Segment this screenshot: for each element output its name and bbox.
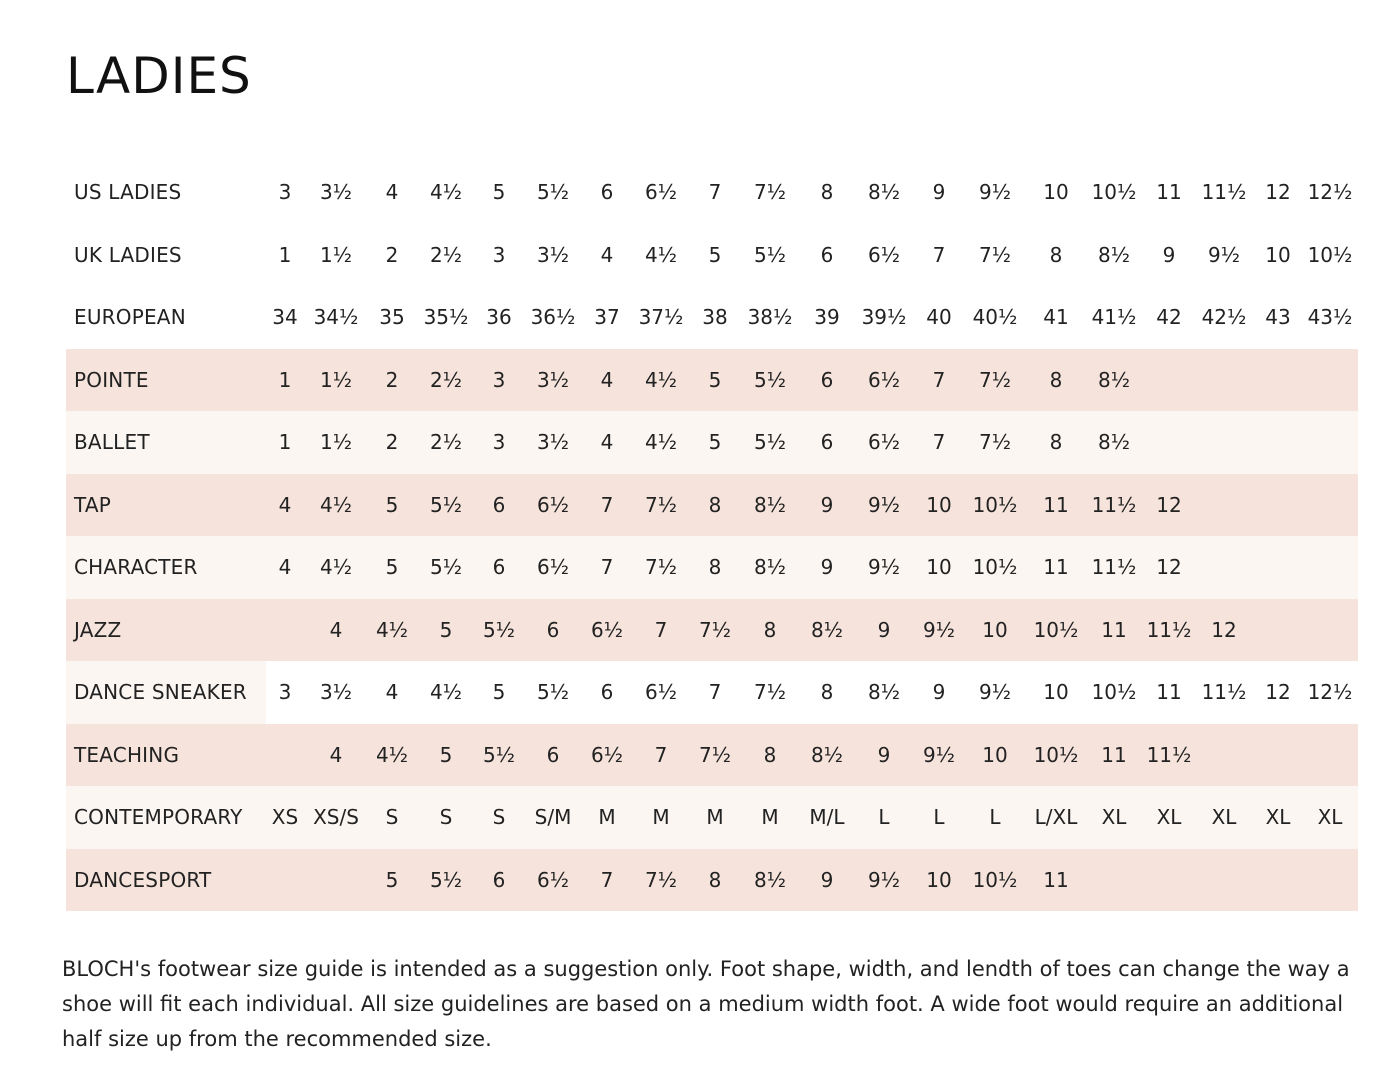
size-cell [1144, 349, 1194, 412]
size-cell: 9½ [962, 161, 1028, 224]
size-row-teaching [66, 724, 1358, 787]
size-cell: 8½ [738, 474, 802, 537]
size-cell: 10½ [1028, 599, 1084, 662]
size-row-contemporary [66, 786, 1358, 849]
size-cell: 4 [368, 161, 416, 224]
size-cell: 43 [1254, 286, 1302, 349]
size-cell: 9½ [852, 474, 916, 537]
size-cell: 10 [916, 536, 962, 599]
size-cell: 5½ [522, 661, 584, 724]
size-cell: 12½ [1302, 161, 1358, 224]
size-cell: 7½ [630, 474, 692, 537]
size-cell: XL [1302, 786, 1358, 849]
size-cell: 8½ [738, 536, 802, 599]
size-cell: 6 [476, 849, 522, 912]
size-cell [1302, 599, 1358, 662]
size-cell: S [416, 786, 476, 849]
size-cell: 11 [1084, 724, 1144, 787]
row-label: POINTE [66, 349, 266, 412]
size-cell: 3½ [304, 161, 368, 224]
size-cell: 11½ [1144, 724, 1194, 787]
size-cell: 42½ [1194, 286, 1254, 349]
size-cell: 8½ [1084, 349, 1144, 412]
size-cell: 6½ [522, 536, 584, 599]
size-cell: 10½ [962, 474, 1028, 537]
size-cell [1254, 599, 1302, 662]
size-cell: 35 [368, 286, 416, 349]
row-label: DANCE SNEAKER [66, 661, 266, 724]
size-cell: 12 [1194, 599, 1254, 662]
size-cell [1144, 849, 1194, 912]
size-cell: 5½ [738, 224, 802, 287]
size-cell: XS/S [304, 786, 368, 849]
size-cell: 5 [692, 411, 738, 474]
size-cell: 3 [266, 161, 304, 224]
size-cell: 10½ [1084, 661, 1144, 724]
size-cell: 9½ [852, 536, 916, 599]
size-cell: 12 [1144, 474, 1194, 537]
size-cell: 7 [916, 224, 962, 287]
size-cell: 4 [584, 411, 630, 474]
size-cell: 9 [802, 536, 852, 599]
size-cell: 9 [1144, 224, 1194, 287]
row-label: EUROPEAN [66, 286, 266, 349]
size-cell: 5 [692, 224, 738, 287]
size-cell: 6 [802, 349, 852, 412]
size-cell: 9 [802, 849, 852, 912]
size-cell: 8 [692, 536, 738, 599]
size-cell: 42 [1144, 286, 1194, 349]
size-cell: XS [266, 786, 304, 849]
size-guide-disclaimer: BLOCH's footwear size guide is intended as a suggestion only. Foot shape, width, and lendth of toes can change the way a shoe will fit each individual. All size guidelines are based on a medium width foot. A wide foot would require an additional half size up from the recommended size. [62, 957, 1350, 1051]
size-cell [1194, 724, 1254, 787]
size-cell: 5 [416, 599, 476, 662]
size-cell [1084, 849, 1144, 912]
size-cell: 7 [916, 349, 962, 412]
size-cell: 4 [304, 724, 368, 787]
size-cell: 4 [304, 599, 368, 662]
size-cell: 4 [266, 536, 304, 599]
size-cell: 12 [1254, 661, 1302, 724]
size-cell: 6½ [852, 224, 916, 287]
size-cell: 3½ [522, 411, 584, 474]
size-cell: 6½ [852, 411, 916, 474]
size-cell: 4½ [368, 599, 416, 662]
size-cell: 8½ [802, 599, 852, 662]
size-cell: 2½ [416, 349, 476, 412]
size-cell: 7 [584, 474, 630, 537]
size-cell: 6½ [630, 661, 692, 724]
size-cell: 2 [368, 224, 416, 287]
size-cell: 9 [916, 161, 962, 224]
row-label: UK LADIES [66, 224, 266, 287]
page-title: LADIES [66, 47, 252, 105]
size-cell [1302, 474, 1358, 537]
size-cell: 3 [476, 224, 522, 287]
size-cell: 1 [266, 349, 304, 412]
size-cell: 40½ [962, 286, 1028, 349]
size-cell: 5½ [738, 349, 802, 412]
size-cell: 38½ [738, 286, 802, 349]
size-cell: 6 [476, 536, 522, 599]
size-cell: 3 [476, 411, 522, 474]
size-cell [1254, 724, 1302, 787]
size-cell: 4 [368, 661, 416, 724]
size-chart-body [66, 161, 1358, 911]
size-cell: 37½ [630, 286, 692, 349]
size-cell: 10½ [962, 536, 1028, 599]
size-cell: 7½ [738, 161, 802, 224]
size-cell: 11 [1028, 536, 1084, 599]
size-cell: 11 [1144, 161, 1194, 224]
size-cell: 4½ [416, 661, 476, 724]
row-label: CONTEMPORARY [66, 786, 266, 849]
size-chart-table [66, 161, 1358, 911]
size-cell: 8½ [1084, 411, 1144, 474]
size-cell: 10 [962, 724, 1028, 787]
size-cell: 10½ [1028, 724, 1084, 787]
size-cell: 6 [522, 724, 584, 787]
size-cell: 8½ [852, 161, 916, 224]
size-cell: 2½ [416, 224, 476, 287]
size-cell [1302, 536, 1358, 599]
size-cell: 7 [584, 536, 630, 599]
size-row-pointe [66, 349, 1358, 412]
size-cell: 36½ [522, 286, 584, 349]
size-cell [1194, 349, 1254, 412]
size-cell: 1½ [304, 411, 368, 474]
size-cell [1302, 724, 1358, 787]
size-cell: 1 [266, 411, 304, 474]
size-cell: XL [1084, 786, 1144, 849]
size-cell: 8 [692, 849, 738, 912]
row-label: TEACHING [66, 724, 266, 787]
size-cell: 9 [802, 474, 852, 537]
size-cell [1254, 474, 1302, 537]
size-cell [1254, 411, 1302, 474]
size-cell: 10 [916, 849, 962, 912]
size-cell: 39½ [852, 286, 916, 349]
size-cell [1302, 411, 1358, 474]
size-cell [1254, 536, 1302, 599]
size-cell [1144, 411, 1194, 474]
size-cell: 6 [522, 599, 584, 662]
size-cell: 12 [1254, 161, 1302, 224]
size-cell: 8 [1028, 224, 1084, 287]
size-cell: 5 [416, 724, 476, 787]
size-cell: 5 [692, 349, 738, 412]
size-cell: 8 [738, 724, 802, 787]
size-cell: 9 [852, 724, 916, 787]
size-cell: 8 [1028, 411, 1084, 474]
size-cell: L [916, 786, 962, 849]
size-cell: 7 [692, 661, 738, 724]
size-cell: 6 [584, 161, 630, 224]
size-cell: L/XL [1028, 786, 1084, 849]
size-cell: 37 [584, 286, 630, 349]
size-cell: 11½ [1194, 661, 1254, 724]
size-cell: 7½ [962, 224, 1028, 287]
size-row-uk-ladies [66, 224, 1358, 287]
size-cell: 8 [1028, 349, 1084, 412]
size-cell: M [738, 786, 802, 849]
size-cell: 7 [630, 724, 692, 787]
size-cell: 11 [1144, 661, 1194, 724]
size-cell: 9½ [962, 661, 1028, 724]
size-cell: 9 [852, 599, 916, 662]
size-cell: 8½ [738, 849, 802, 912]
size-cell: 11½ [1084, 536, 1144, 599]
size-cell: XL [1194, 786, 1254, 849]
size-cell: 4 [584, 349, 630, 412]
size-cell: 9½ [916, 724, 962, 787]
size-cell: 11½ [1084, 474, 1144, 537]
size-cell: 5½ [416, 536, 476, 599]
size-cell [304, 849, 368, 912]
size-cell: 39 [802, 286, 852, 349]
size-cell: 7 [916, 411, 962, 474]
size-cell: 1 [266, 224, 304, 287]
size-cell [1254, 349, 1302, 412]
size-cell: 7 [630, 599, 692, 662]
size-cell: 11 [1028, 474, 1084, 537]
size-cell [1194, 849, 1254, 912]
size-cell: 7½ [630, 536, 692, 599]
size-cell: 9½ [916, 599, 962, 662]
size-cell: 6 [476, 474, 522, 537]
size-cell: 5 [476, 161, 522, 224]
size-cell: 10 [916, 474, 962, 537]
size-cell: M [584, 786, 630, 849]
size-cell: 5 [368, 536, 416, 599]
size-cell: 8½ [852, 661, 916, 724]
size-cell: 2½ [416, 411, 476, 474]
size-cell: 9½ [852, 849, 916, 912]
size-cell: 38 [692, 286, 738, 349]
size-cell [266, 724, 304, 787]
size-cell: 4½ [416, 161, 476, 224]
size-cell: 11½ [1144, 599, 1194, 662]
size-cell: 34½ [304, 286, 368, 349]
size-cell: 10½ [1302, 224, 1358, 287]
size-cell: 2 [368, 411, 416, 474]
row-label: CHARACTER [66, 536, 266, 599]
size-cell: 5½ [476, 599, 522, 662]
size-cell: 6 [802, 224, 852, 287]
size-cell: 8 [692, 474, 738, 537]
size-cell: 4½ [304, 536, 368, 599]
size-cell: 2 [368, 349, 416, 412]
size-cell: 5½ [738, 411, 802, 474]
size-cell: 6½ [522, 849, 584, 912]
size-cell: 8 [802, 161, 852, 224]
size-cell: 11 [1084, 599, 1144, 662]
row-label: JAZZ [66, 599, 266, 662]
size-cell: 35½ [416, 286, 476, 349]
size-row-dancesport [66, 849, 1358, 912]
size-cell: 6½ [584, 724, 630, 787]
size-cell: 4 [584, 224, 630, 287]
size-cell: 5½ [522, 161, 584, 224]
size-cell: 11 [1028, 849, 1084, 912]
size-row-european [66, 286, 1358, 349]
size-cell [1302, 849, 1358, 912]
size-cell: 3½ [522, 349, 584, 412]
size-row-dance-sneaker [66, 661, 1358, 724]
size-cell: 7½ [738, 661, 802, 724]
row-label: TAP [66, 474, 266, 537]
size-cell: M/L [802, 786, 852, 849]
size-cell: M [692, 786, 738, 849]
size-cell: 6½ [630, 161, 692, 224]
size-row-character [66, 536, 1358, 599]
size-cell: 4 [266, 474, 304, 537]
size-cell: 3½ [304, 661, 368, 724]
size-cell: 9½ [1194, 224, 1254, 287]
size-cell: 10½ [1084, 161, 1144, 224]
size-cell: S [476, 786, 522, 849]
size-cell: 10 [1254, 224, 1302, 287]
size-cell: 4½ [368, 724, 416, 787]
size-cell: 8½ [802, 724, 852, 787]
size-row-ballet [66, 411, 1358, 474]
size-cell: 7½ [962, 349, 1028, 412]
size-cell: 5 [368, 474, 416, 537]
size-cell: 6½ [584, 599, 630, 662]
size-cell: L [852, 786, 916, 849]
size-cell: 5½ [476, 724, 522, 787]
size-cell: 3 [266, 661, 304, 724]
size-cell: 40 [916, 286, 962, 349]
size-cell: XL [1144, 786, 1194, 849]
size-cell: 8 [802, 661, 852, 724]
size-cell: 6 [802, 411, 852, 474]
size-cell: 43½ [1302, 286, 1358, 349]
size-cell [266, 849, 304, 912]
row-label: BALLET [66, 411, 266, 474]
size-cell: 6½ [522, 474, 584, 537]
size-cell: 8 [738, 599, 802, 662]
size-cell [1302, 349, 1358, 412]
size-row-jazz [66, 599, 1358, 662]
size-row-tap [66, 474, 1358, 537]
size-cell: 6 [584, 661, 630, 724]
size-cell: M [630, 786, 692, 849]
size-cell: 11½ [1194, 161, 1254, 224]
size-cell: S/M [522, 786, 584, 849]
size-cell [1254, 849, 1302, 912]
size-cell: 5½ [416, 849, 476, 912]
size-cell: 9 [916, 661, 962, 724]
size-cell [1194, 536, 1254, 599]
size-cell: 3 [476, 349, 522, 412]
size-cell: S [368, 786, 416, 849]
size-cell: L [962, 786, 1028, 849]
size-row-us-ladies [66, 161, 1358, 224]
size-cell: 3½ [522, 224, 584, 287]
size-cell: 12½ [1302, 661, 1358, 724]
size-cell: 41½ [1084, 286, 1144, 349]
size-cell: 5½ [416, 474, 476, 537]
size-cell: 7 [584, 849, 630, 912]
size-cell: 6½ [852, 349, 916, 412]
size-cell: 7½ [692, 724, 738, 787]
size-cell: 10 [1028, 161, 1084, 224]
size-cell: 4½ [630, 224, 692, 287]
size-cell: 4½ [630, 411, 692, 474]
size-cell: 4½ [630, 349, 692, 412]
size-cell: 7½ [692, 599, 738, 662]
size-cell [1194, 474, 1254, 537]
size-cell [266, 599, 304, 662]
size-cell: 34 [266, 286, 304, 349]
size-cell: 5 [368, 849, 416, 912]
size-cell: 1½ [304, 224, 368, 287]
size-cell: 7½ [962, 411, 1028, 474]
size-cell: 5 [476, 661, 522, 724]
size-cell: XL [1254, 786, 1302, 849]
size-cell: 36 [476, 286, 522, 349]
size-cell: 7 [692, 161, 738, 224]
size-cell [1194, 411, 1254, 474]
size-cell: 1½ [304, 349, 368, 412]
size-cell: 7½ [630, 849, 692, 912]
size-cell: 41 [1028, 286, 1084, 349]
size-cell: 4½ [304, 474, 368, 537]
size-cell: 12 [1144, 536, 1194, 599]
size-cell: 8½ [1084, 224, 1144, 287]
row-label: DANCESPORT [66, 849, 266, 912]
size-cell: 10 [962, 599, 1028, 662]
size-cell: 10½ [962, 849, 1028, 912]
size-cell: 10 [1028, 661, 1084, 724]
row-label: US LADIES [66, 161, 266, 224]
